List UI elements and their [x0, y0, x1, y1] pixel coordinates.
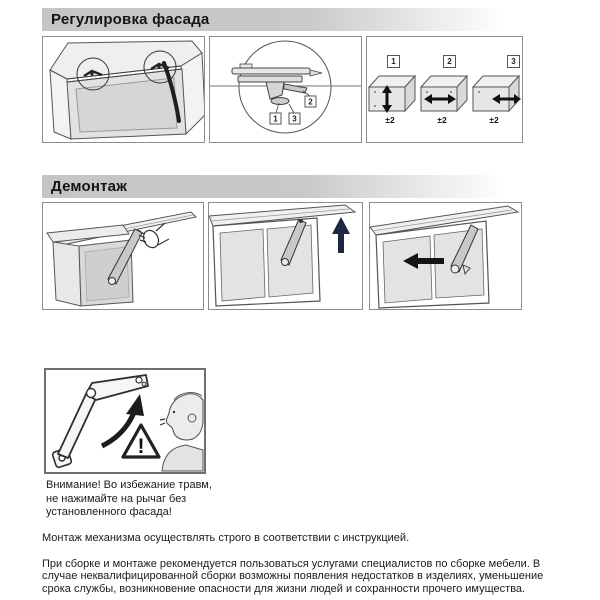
svg-text:1: 1: [273, 114, 278, 124]
panel-slide-facade: [369, 202, 522, 310]
lift-facade-drawing: [209, 203, 362, 309]
open-cabinet-drawing: [43, 37, 204, 142]
person-figure: [160, 393, 203, 471]
tolerance-3: ±2: [489, 115, 499, 125]
adjust-label-1: 1: [387, 55, 400, 68]
adjust-item-1: [367, 49, 417, 141]
disclaimer-note: При сборке и монтаже рекомендуется пользоваться услугами специалистов по сборке мебели. В случае неквалифицированной сборки возможны появления недостатков в изделиях, уменьшение срока службы, возникновение опасности для жизни людей и сохранности прочего имущества.: [42, 558, 544, 595]
adjust-item-3: [471, 49, 521, 141]
panel-mechanism-detail: [209, 36, 362, 143]
adjust-box-horizontal-drawing: [419, 71, 469, 117]
tolerance-2: ±2: [437, 115, 447, 125]
svg-text:2: 2: [308, 97, 313, 107]
adjust-label-2: 2: [443, 55, 456, 68]
adjust-box-depth-drawing: [471, 71, 521, 117]
svg-text:!: !: [137, 435, 145, 458]
section-header-removal: [42, 175, 520, 198]
warning-drawing: [46, 370, 204, 472]
panel-warning: [44, 368, 206, 474]
adjust-item-2: [419, 49, 469, 141]
up-arrow-icon: [332, 217, 350, 253]
panel-facade-overview: [42, 36, 205, 143]
panel-lift-facade: [208, 202, 363, 310]
detail-label-3: [289, 113, 300, 124]
adjust-label-3: 3: [507, 55, 520, 68]
warning-note: Внимание! Во избежание травм, не нажимайте на рычаг без установленного фасада!: [46, 479, 212, 518]
slide-facade-drawing: [370, 203, 521, 309]
panel-adjust-directions: [366, 36, 523, 143]
press-lever-drawing: [43, 203, 203, 309]
detail-label-1: [270, 113, 281, 124]
warning-triangle-icon: [123, 425, 159, 458]
section-title-removal: Демонтаж: [51, 178, 128, 195]
panel-press-lever: [42, 202, 204, 310]
section-header-adjustment: [42, 8, 520, 31]
mechanism-detail-drawing: [210, 37, 361, 142]
svg-text:3: 3: [292, 114, 297, 124]
assembly-note: Монтаж механизма осуществлять строго в соответствии с инструкцией.: [42, 532, 410, 544]
detail-label-2: [305, 96, 316, 107]
section-title-adjustment: Регулировка фасада: [51, 11, 210, 28]
tolerance-1: ±2: [385, 115, 395, 125]
adjust-box-vertical-drawing: [367, 71, 417, 117]
